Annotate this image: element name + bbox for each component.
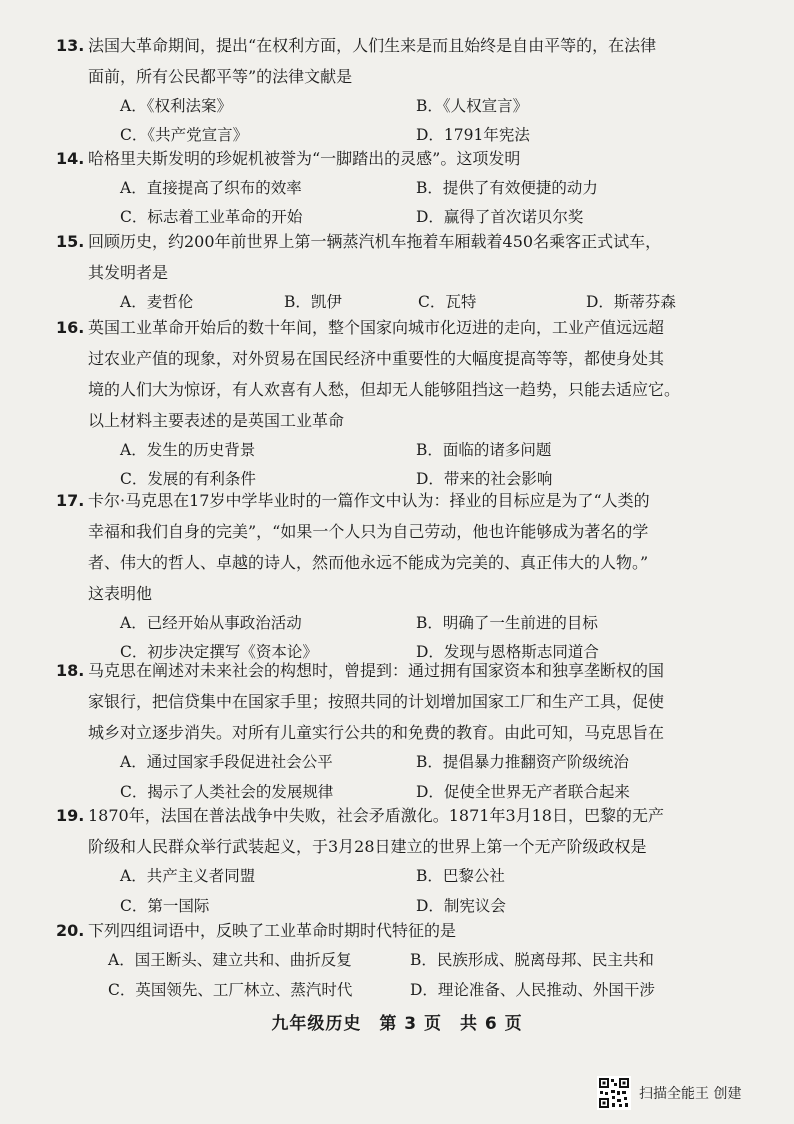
question-text-line: 马克思在阐述对未来社会的构想时，曾提到：通过拥有国家资本和独享垄断权的国 [88,661,665,680]
option-d: D．带来的社会影响 [416,470,553,488]
option-a: A．《权利法案》 [120,97,232,115]
option-d: D．发现与恩格斯志同道合 [416,643,599,661]
question-19 [56,800,778,922]
question-text-line: 这表明他 [88,584,153,603]
question-text-line: 过农业产值的现象，对外贸易在国民经济中重要性的大幅度提高等等，都使身处其 [88,349,665,368]
question-text-line: 以上材料主要表述的是英国工业革命 [88,411,345,430]
option-d: D．理论准备、人民推动、外国干涉 [410,981,655,999]
option-a: A．已经开始从事政治活动 [120,614,302,632]
question-14 [56,143,778,232]
question-text-line: 1870年，法国在普法战争中失败，社会矛盾激化。1871年3月18日，巴黎的无产 [88,806,664,825]
question-number: 17. [56,491,85,510]
option-d: D．制宪议会 [416,897,506,915]
option-b: B．提倡暴力推翻资产阶级统治 [416,753,629,771]
question-20 [56,915,778,1006]
option-a: A．麦哲伦 [120,293,194,311]
question-text-line: 城乡对立逐步消失。对所有儿童实行公共的和免费的教育。由此可知，马克思旨在 [88,723,665,742]
question-text-line: 卡尔·马克思在17岁中学毕业时的一篇作文中认为：择业的目标应是为了“人类的 [88,491,650,510]
question-text-line: 阶级和人民群众举行武装起义，于3月28日建立的世界上第一个无产阶级政权是 [88,837,647,856]
question-number: 13. [56,36,85,55]
question-text-line: 回顾历史，约200年前世界上第一辆蒸汽机车拖着车厢载着450名乘客正式试车， [88,232,662,251]
question-text-line: 法国大革命期间，提出“在权利方面，人们生来是而且始终是自由平等的，在法律 [88,36,657,55]
question-number: 18. [56,661,85,680]
question-17 [56,485,778,667]
option-a: A．国王断头、建立共和、曲折反复 [108,951,352,969]
option-a: A．通过国家手段促进社会公平 [120,753,333,771]
qr-code-icon [597,1076,631,1110]
question-number: 15. [56,232,85,251]
question-number: 14. [56,149,85,168]
scanner-watermark [597,1076,741,1110]
scanner-label: 扫描全能王 创建 [639,1086,742,1102]
page-footer: 九年级历史 第 3 页 共 6 页 [271,1014,523,1034]
option-c: C．第一国际 [120,897,210,915]
question-text-line: 家银行，把信贷集中在国家手里；按照共同的计划增加国家工厂和生产工具，促使 [88,692,665,711]
option-d: D．1791年宪法 [416,126,530,144]
question-text-line: 境的人们大为惊讶，有人欢喜有人愁，但却无人能够阻挡这一趋势，只能去适应它。 [88,380,681,399]
option-a: A．发生的历史背景 [120,441,256,459]
question-18 [56,655,778,808]
option-c: C．揭示了人类社会的发展规律 [120,783,334,801]
option-d: D．斯蒂芬森 [586,293,676,311]
option-b: B．民族形成、脱离母邦、民主共和 [410,951,654,969]
option-c: C．英国领先、工厂林立、蒸汽时代 [108,981,353,999]
question-number: 20. [56,921,85,940]
option-c: C．初步决定撰写《资本论》 [120,643,318,661]
question-15 [56,226,778,317]
question-text-line: 面前，所有公民都平等”的法律文献是 [88,67,353,86]
question-13 [56,30,778,150]
option-d: D．促使全世界无产者联合起来 [416,783,630,801]
option-d: D．赢得了首次诺贝尔奖 [416,208,584,226]
option-b: B．凯伊 [284,293,342,311]
question-number: 19. [56,806,85,825]
option-c: C．瓦特 [418,293,477,311]
question-16 [56,312,778,494]
option-c: C．发展的有利条件 [120,470,256,488]
option-a: A．直接提高了织布的效率 [120,179,302,197]
option-b: B．巴黎公社 [416,867,505,885]
question-text-line: 哈格里夫斯发明的珍妮机被誉为“一脚踏出的灵感”。这项发明 [88,149,521,168]
question-text-line: 下列四组词语中，反映了工业革命时期时代特征的是 [88,921,457,940]
question-text-line: 者、伟大的哲人、卓越的诗人，然而他永远不能成为完美的、真正伟大的人物。” [88,553,649,572]
option-b: B．提供了有效便捷的动力 [416,179,598,197]
option-c: C．《共产党宣言》 [120,126,249,144]
option-b: B．明确了一生前进的目标 [416,614,598,632]
option-c: C．标志着工业革命的开始 [120,208,303,226]
question-number: 16. [56,318,85,337]
question-text-line: 幸福和我们自身的完美”，“如果一个人只为自己劳动，他也许能够成为著名的学 [88,522,649,541]
option-a: A．共产主义者同盟 [120,867,256,885]
option-b: B．面临的诸多问题 [416,441,552,459]
option-b: B．《人权宣言》 [416,97,529,115]
question-text-line: 英国工业革命开始后的数十年间，整个国家向城市化迈进的走向，工业产值远远超 [88,318,665,337]
question-text-line: 其发明者是 [88,263,169,282]
